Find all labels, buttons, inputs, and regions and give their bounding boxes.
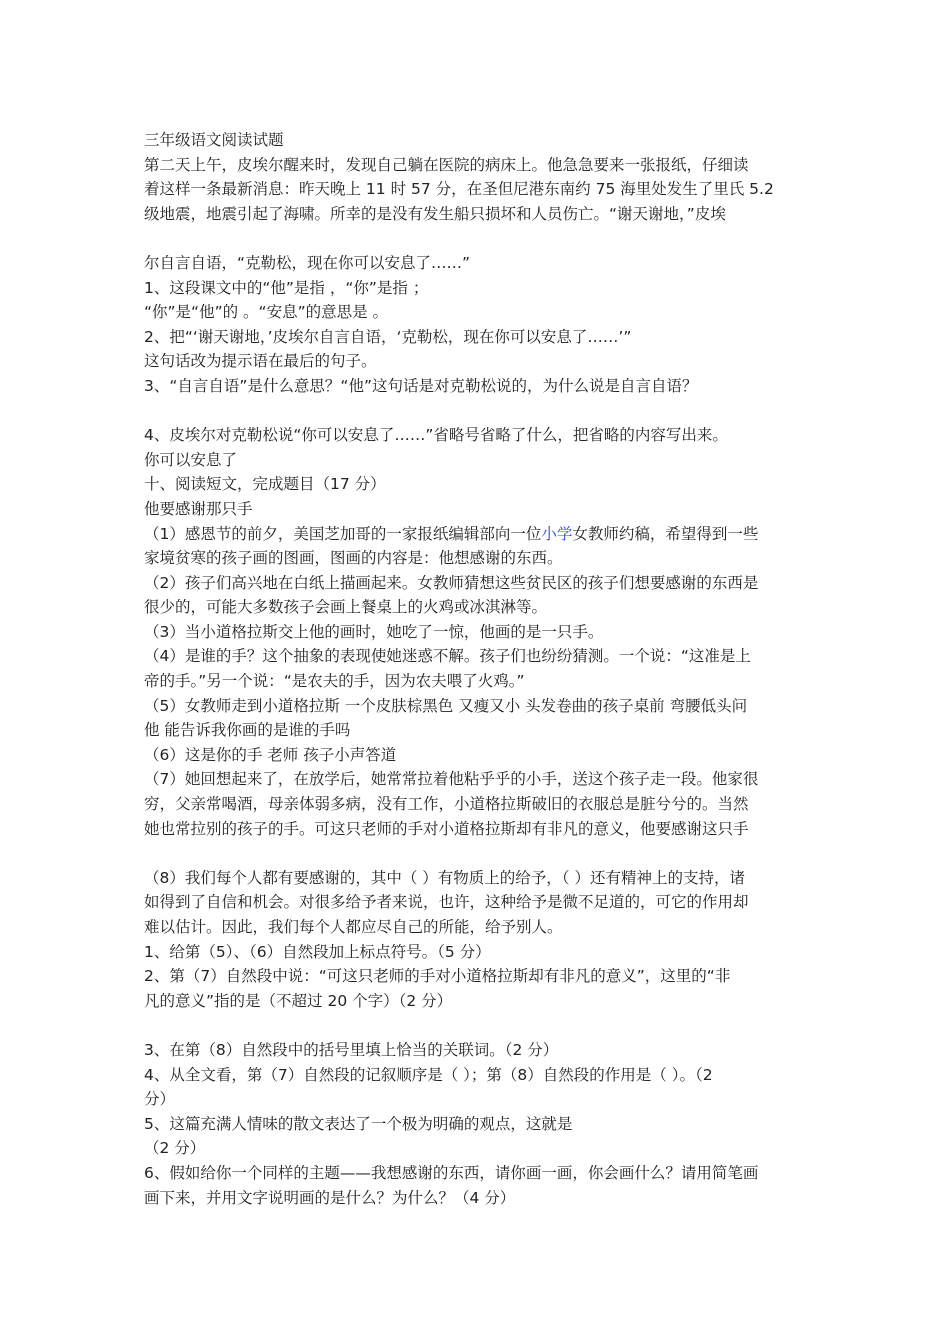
question-line: 3、在第（8）自然段中的括号里填上恰当的关联词。（2 分） bbox=[144, 1040, 559, 1059]
question-line: 2、把“‘谢天谢地，’皮埃尔自言自语，‘克勒松，现在你可以安息了……’” bbox=[144, 327, 632, 346]
story-paragraph-line: （8）我们每个人都有要感谢的，其中（ ）有物质上的给予，（ ）还有精神上的支持，诸 bbox=[144, 868, 745, 887]
story-text: 女教师约稿，希望得到一些 bbox=[572, 524, 759, 543]
story-paragraph-line bbox=[144, 522, 808, 547]
question-line: 凡的意义”指的是（不超过 20 个字）（2 分） bbox=[144, 991, 453, 1010]
story-paragraph-line: （2）孩子们高兴地在白纸上描画起来。女教师猜想这些贫民区的孩子们想要感谢的东西是 bbox=[144, 573, 759, 592]
document-title: 三年级语文阅读试题 bbox=[144, 131, 284, 149]
question-line: 6、假如给你一个同样的主题——我想感谢的东西，请你画一画，你会画什么？请用简笔画 bbox=[144, 1163, 759, 1182]
story-paragraph-line: （3）当小道格拉斯交上他的画时，她吃了一惊，他画的是一只手。 bbox=[144, 622, 604, 641]
story-title: 他要感谢那只手 bbox=[144, 499, 253, 518]
story-paragraph-line: 如得到了自信和机会。对很多给予者来说，也许，这种给予是微不足道的，可它的作用却 bbox=[144, 893, 749, 912]
story-paragraph-line: 他 能告诉我你画的是谁的手吗 bbox=[144, 721, 351, 740]
question-line: 1、给第（5）、（6）自然段加上标点符号。（5 分） bbox=[144, 942, 491, 961]
question-line: 这句话改为提示语在最后的句子。 bbox=[144, 352, 377, 371]
passage-line: 尔自言自语，“克勒松，现在你可以安息了……” bbox=[144, 253, 471, 272]
story-paragraph-line: （6）这是你的手 老师 孩子小声答道 bbox=[144, 745, 397, 764]
question-line: 5、这篇充满人情味的散文表达了一个极为明确的观点，这就是 bbox=[144, 1114, 573, 1133]
document-page bbox=[144, 128, 808, 1210]
blank-line bbox=[144, 226, 808, 251]
answer-line: 你可以安息了 bbox=[144, 450, 238, 469]
question-line: 1、这段课文中的“他”是指 ，“你”是指 ； bbox=[144, 278, 429, 297]
question-line: 画下来，并用文字说明画的是什么？为什么？（4 分） bbox=[144, 1188, 516, 1207]
blank-line bbox=[144, 399, 808, 424]
passage-line: 第二天上午，皮埃尔醒来时，发现自己躺在医院的病床上。他急急要来一张报纸，仔细读 bbox=[144, 155, 749, 174]
question-line: 2、第（7）自然段中说：“可这只老师的手对小道格拉斯却有非凡的意义”，这里的“非 bbox=[144, 967, 731, 986]
story-text: （1）感恩节的前夕，美国芝加哥的一家报纸编辑部向一位 bbox=[144, 524, 542, 543]
question-line: 分） bbox=[144, 1090, 176, 1109]
primary-school-link[interactable]: 小学 bbox=[541, 524, 573, 543]
story-paragraph-line: 很少的，可能大多数孩子会画上餐桌上的火鸡或冰淇淋等。 bbox=[144, 598, 548, 617]
question-line: “你”是“他”的 。“安息”的意思是 。 bbox=[144, 303, 389, 322]
story-paragraph-line: （7）她回想起来了，在放学后，她常常拉着他粘乎乎的小手，送这个孩子走一段。他家很 bbox=[144, 770, 759, 789]
blank-line bbox=[144, 1013, 808, 1038]
story-paragraph-line: 家境贫寒的孩子画的图画，图画的内容是：他想感谢的东西。 bbox=[144, 549, 563, 568]
story-paragraph-line: 她也常拉别的孩子的手。可这只老师的手对小道格拉斯却有非凡的意义，他要感谢这只手 bbox=[144, 819, 749, 838]
question-line: 4、皮埃尔对克勒松说“你可以安息了……”省略号省略了什么，把省略的内容写出来。 bbox=[144, 426, 728, 445]
story-paragraph-line: 难以估计。因此，我们每个人都应尽自己的所能，给予别人。 bbox=[144, 918, 563, 936]
story-paragraph-line: 穷，父亲常喝酒，母亲体弱多病，没有工作，小道格拉斯破旧的衣服总是脏兮兮的。当然 bbox=[144, 795, 749, 814]
question-line: 3、“自言自语”是什么意思？“他”这句话是对克勒松说的，为什么说是自言自语？ bbox=[144, 376, 698, 395]
question-line: （2 分） bbox=[144, 1139, 206, 1158]
story-paragraph-line: （4）是谁的手？这个抽象的表现使她迷惑不解。孩子们也纷纷猜测。一个说：“这准是上 bbox=[144, 647, 751, 666]
section-heading: 十、阅读短文，完成题目（17 分） bbox=[144, 475, 386, 494]
passage-line: 着这样一条最新消息：昨天晚上 11 时 57 分，在圣但尼港东南约 75 海里处发生了里氏 5.2 bbox=[144, 180, 774, 199]
blank-line bbox=[144, 841, 808, 866]
story-paragraph-line: 帝的手。”另一个说：“是农夫的手，因为农夫喂了火鸡。” bbox=[144, 672, 525, 691]
passage-line: 级地震，地震引起了海啸。所幸的是没有发生船只损坏和人员伤亡。“谢天谢地，”皮埃 bbox=[144, 204, 726, 223]
question-line: 4、从全文看，第（7）自然段的记叙顺序是（ ）；第（8）自然段的作用是（ ）。（2 bbox=[144, 1065, 713, 1084]
story-paragraph-line: （5）女教师走到小道格拉斯 一个皮肤棕黑色 又瘦又小 头发卷曲的孩子桌前 弯腰低头问 bbox=[144, 696, 748, 715]
